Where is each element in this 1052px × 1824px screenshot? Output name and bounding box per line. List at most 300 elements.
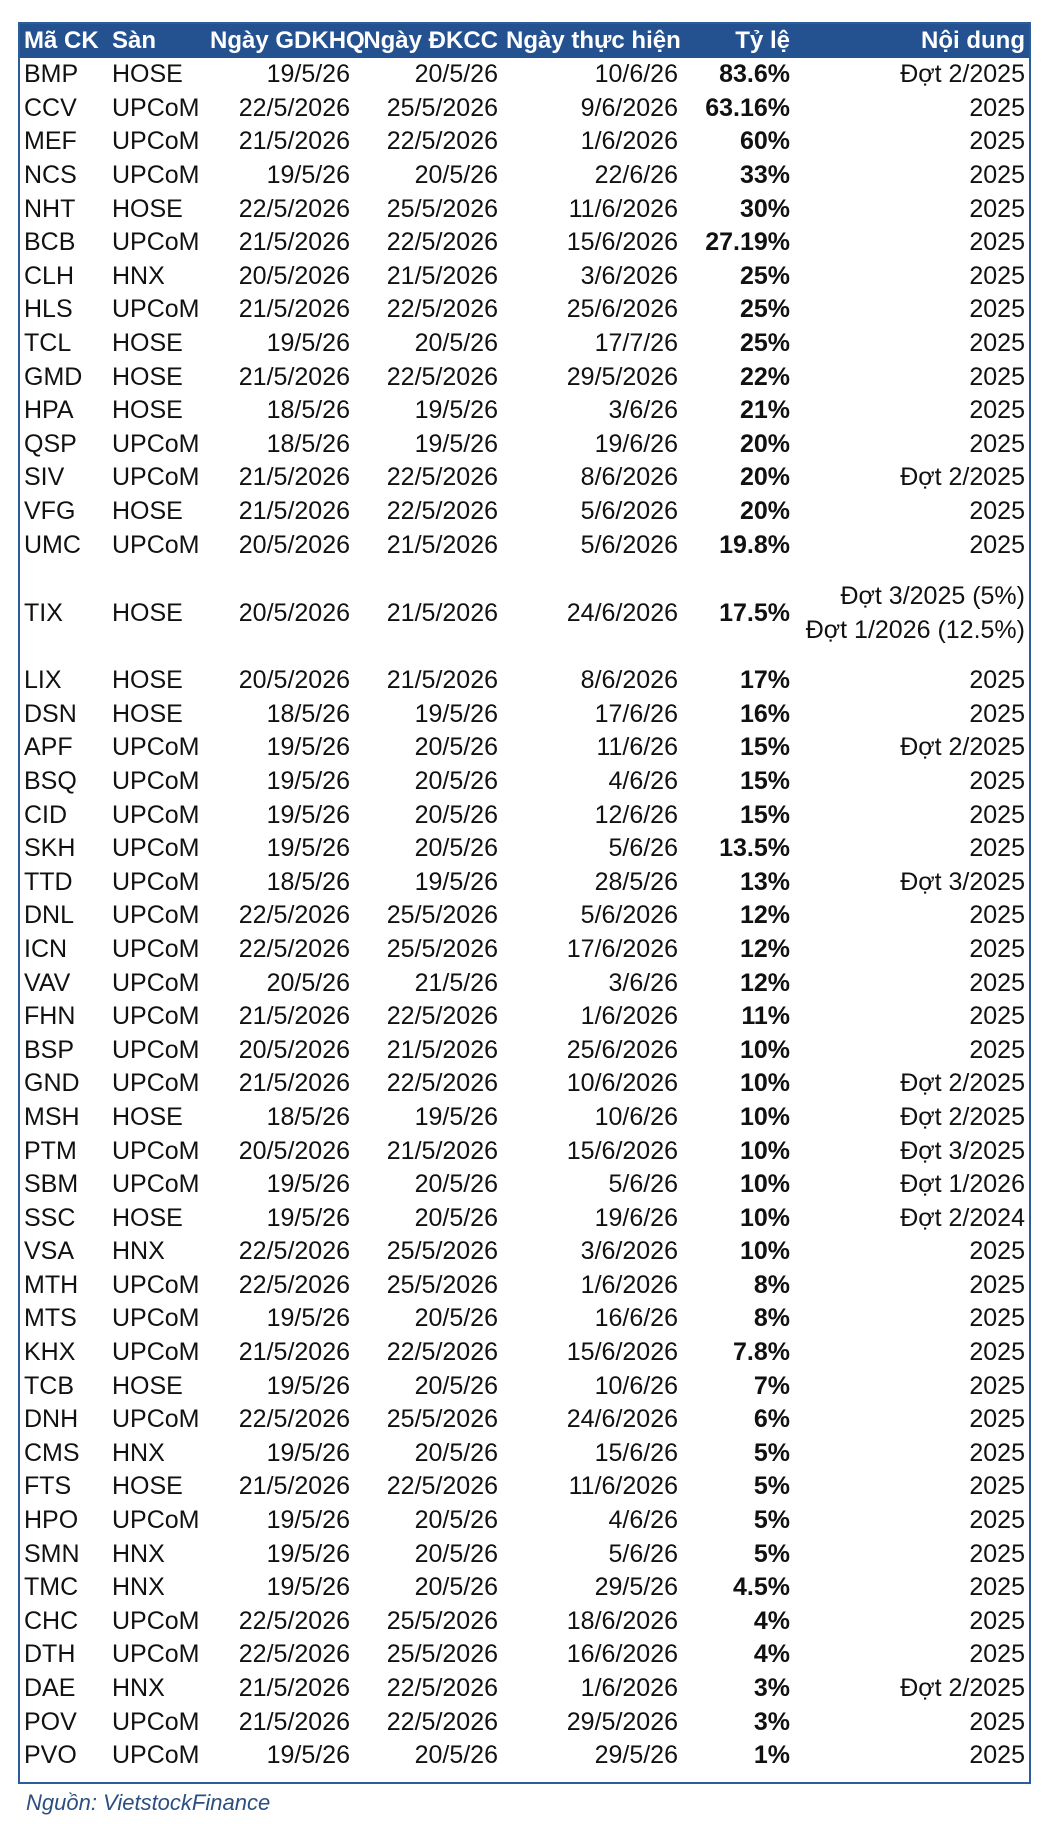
cell-ticker: DNH bbox=[24, 1405, 79, 1434]
cell-exdate: 20/5/2026 bbox=[238, 666, 350, 695]
cell-recorddate: 19/5/26 bbox=[414, 867, 498, 896]
cell-content: Đợt 2/2025 bbox=[900, 1102, 1025, 1131]
cell-exchange: HNX bbox=[112, 1237, 165, 1266]
table-row bbox=[20, 58, 1029, 92]
cell-exchange: UPCoM bbox=[112, 766, 200, 795]
cell-recorddate: 22/5/2026 bbox=[386, 1069, 498, 1098]
table-row bbox=[20, 1638, 1029, 1672]
cell-exdate: 18/5/26 bbox=[266, 1102, 350, 1131]
cell-recorddate: 25/5/2026 bbox=[386, 194, 498, 223]
cell-exdate: 22/5/2026 bbox=[238, 1606, 350, 1635]
cell-content: Đợt 2/2024 bbox=[900, 1203, 1025, 1232]
cell-ticker: TCB bbox=[24, 1371, 74, 1400]
cell-content: 2025 bbox=[969, 530, 1025, 559]
cell-recorddate: 20/5/26 bbox=[414, 1506, 498, 1535]
cell-paydate: 5/6/2026 bbox=[580, 497, 678, 526]
cell-ratio: 25% bbox=[739, 329, 790, 358]
cell-exdate: 22/5/2026 bbox=[238, 194, 350, 223]
cell-paydate: 19/6/26 bbox=[594, 1203, 678, 1232]
cell-ratio: 5% bbox=[753, 1472, 790, 1501]
cell-exchange: UPCoM bbox=[112, 1707, 200, 1736]
cell-exchange: UPCoM bbox=[112, 463, 200, 492]
cell-ticker: SIV bbox=[24, 463, 65, 492]
cell-ratio: 5% bbox=[753, 1539, 790, 1568]
cell-recorddate: 22/5/2026 bbox=[386, 497, 498, 526]
cell-paydate: 25/6/2026 bbox=[566, 295, 678, 324]
table-row bbox=[20, 765, 1029, 799]
table-row bbox=[20, 1369, 1029, 1403]
cell-ticker: FHN bbox=[24, 1002, 76, 1031]
cell-recorddate: 25/5/2026 bbox=[386, 934, 498, 963]
cell-exchange: HOSE bbox=[112, 666, 183, 695]
cell-paydate: 25/6/2026 bbox=[566, 1035, 678, 1064]
cell-exchange: UPCoM bbox=[112, 1170, 200, 1199]
cell-content: 2025 bbox=[969, 93, 1025, 122]
dividend-table bbox=[20, 24, 1029, 1773]
cell-exdate: 21/5/2026 bbox=[238, 1002, 350, 1031]
cell-ticker: BCB bbox=[24, 228, 76, 257]
header-exdate: Ngày GDKHQ bbox=[210, 27, 365, 54]
table-row bbox=[20, 698, 1029, 732]
cell-content: Đợt 2/2025 bbox=[900, 1674, 1025, 1703]
cell-content: 2025 bbox=[969, 1304, 1025, 1333]
cell-ratio: 25% bbox=[739, 295, 790, 324]
cell-content: 2025 bbox=[969, 1707, 1025, 1736]
cell-content: 2025 bbox=[969, 1438, 1025, 1467]
cell-recorddate: 25/5/2026 bbox=[386, 93, 498, 122]
dividend-table-container bbox=[18, 22, 1031, 1784]
cell-ratio: 10% bbox=[739, 1069, 790, 1098]
cell-ratio: 11% bbox=[741, 1002, 790, 1031]
cell-ratio: 60% bbox=[739, 127, 790, 156]
cell-exdate: 19/5/26 bbox=[266, 1203, 350, 1232]
cell-content: Đợt 3/2025 bbox=[900, 867, 1025, 896]
cell-recorddate: 20/5/26 bbox=[414, 1304, 498, 1333]
table-row bbox=[20, 832, 1029, 866]
cell-exdate: 21/5/2026 bbox=[238, 497, 350, 526]
cell-ticker: TCL bbox=[24, 329, 72, 358]
cell-exdate: 19/5/26 bbox=[266, 1573, 350, 1602]
cell-paydate: 10/6/26 bbox=[594, 1371, 678, 1400]
cell-paydate: 10/6/26 bbox=[594, 60, 678, 89]
cell-exchange: UPCoM bbox=[112, 901, 200, 930]
table-row bbox=[20, 865, 1029, 899]
cell-content: Đợt 1/2026 bbox=[900, 1170, 1025, 1199]
cell-paydate: 10/6/26 bbox=[594, 1102, 678, 1131]
cell-exchange: HOSE bbox=[112, 329, 183, 358]
cell-ticker: APF bbox=[24, 733, 73, 762]
cell-content: 2025 bbox=[969, 934, 1025, 963]
cell-paydate: 5/6/26 bbox=[608, 834, 678, 863]
cell-paydate: 29/5/26 bbox=[594, 1741, 678, 1770]
cell-exdate: 19/5/26 bbox=[266, 800, 350, 829]
cell-ticker: SMN bbox=[24, 1539, 80, 1568]
cell-exchange: UPCoM bbox=[112, 1741, 200, 1770]
cell-recorddate: 20/5/26 bbox=[414, 1573, 498, 1602]
cell-exchange: UPCoM bbox=[112, 1136, 200, 1165]
table-body bbox=[20, 58, 1029, 1773]
cell-ratio: 16% bbox=[739, 699, 790, 728]
cell-ticker: PTM bbox=[24, 1136, 77, 1165]
cell-paydate: 29/5/2026 bbox=[566, 362, 678, 391]
cell-ticker: SSC bbox=[24, 1203, 76, 1232]
cell-ticker: CHC bbox=[24, 1606, 79, 1635]
cell-recorddate: 22/5/2026 bbox=[386, 228, 498, 257]
cell-ticker: CCV bbox=[24, 93, 77, 122]
cell-content: 2025 bbox=[969, 1506, 1025, 1535]
cell-exchange: UPCoM bbox=[112, 834, 200, 863]
cell-exdate: 19/5/26 bbox=[266, 329, 350, 358]
cell-paydate: 17/6/26 bbox=[594, 699, 678, 728]
cell-exdate: 19/5/26 bbox=[266, 1371, 350, 1400]
cell-ratio: 3% bbox=[753, 1674, 790, 1703]
cell-ticker: MTS bbox=[24, 1304, 77, 1333]
cell-recorddate: 21/5/2026 bbox=[386, 1035, 498, 1064]
cell-exchange: HNX bbox=[112, 1573, 165, 1602]
cell-exdate: 22/5/2026 bbox=[238, 93, 350, 122]
cell-exchange: HNX bbox=[112, 261, 165, 290]
cell-exdate: 21/5/2026 bbox=[238, 1674, 350, 1703]
cell-exdate: 21/5/2026 bbox=[238, 362, 350, 391]
table-row bbox=[20, 428, 1029, 462]
cell-recorddate: 20/5/26 bbox=[414, 800, 498, 829]
header-ticker: Mã CK bbox=[24, 27, 99, 54]
cell-ratio: 15% bbox=[739, 800, 790, 829]
cell-paydate: 5/6/2026 bbox=[580, 901, 678, 930]
header-ratio: Tỷ lệ bbox=[735, 27, 790, 54]
cell-exdate: 21/5/2026 bbox=[238, 1338, 350, 1367]
cell-recorddate: 22/5/2026 bbox=[386, 295, 498, 324]
cell-exchange: HOSE bbox=[112, 1371, 183, 1400]
cell-recorddate: 21/5/26 bbox=[414, 968, 498, 997]
cell-paydate: 4/6/26 bbox=[608, 1506, 678, 1535]
cell-content: 2025 bbox=[969, 261, 1025, 290]
cell-exdate: 19/5/26 bbox=[266, 1506, 350, 1535]
cell-paydate: 8/6/2026 bbox=[580, 666, 678, 695]
table-row bbox=[20, 1134, 1029, 1168]
cell-exchange: HOSE bbox=[112, 497, 183, 526]
table-row bbox=[20, 1000, 1029, 1034]
cell-exdate: 18/5/26 bbox=[266, 699, 350, 728]
cell-exdate: 21/5/2026 bbox=[238, 228, 350, 257]
table-row bbox=[20, 1101, 1029, 1135]
cell-content: 2025 bbox=[969, 1237, 1025, 1266]
cell-paydate: 3/6/2026 bbox=[580, 261, 678, 290]
table-row bbox=[20, 1504, 1029, 1538]
cell-ticker: DSN bbox=[24, 699, 77, 728]
table-row bbox=[20, 192, 1029, 226]
cell-ratio: 20% bbox=[739, 497, 790, 526]
cell-exdate: 19/5/26 bbox=[266, 161, 350, 190]
cell-ticker: FTS bbox=[24, 1472, 72, 1501]
cell-ratio: 7.8% bbox=[733, 1338, 790, 1367]
cell-recorddate: 22/5/2026 bbox=[386, 127, 498, 156]
cell-exchange: HOSE bbox=[112, 396, 183, 425]
cell-ratio: 10% bbox=[739, 1035, 790, 1064]
cell-ticker: HPA bbox=[24, 396, 74, 425]
cell-recorddate: 22/5/2026 bbox=[386, 1002, 498, 1031]
cell-recorddate: 22/5/2026 bbox=[386, 362, 498, 391]
cell-ticker: GMD bbox=[24, 362, 83, 391]
table-row bbox=[20, 966, 1029, 1000]
table-row bbox=[20, 933, 1029, 967]
cell-recorddate: 25/5/2026 bbox=[386, 901, 498, 930]
cell-ratio: 12% bbox=[739, 968, 790, 997]
cell-ticker: ICN bbox=[24, 934, 68, 963]
cell-exdate: 22/5/2026 bbox=[238, 1237, 350, 1266]
cell-paydate: 24/6/2026 bbox=[566, 598, 678, 627]
cell-exchange: HOSE bbox=[112, 699, 183, 728]
header-recorddate: Ngày ĐKCC bbox=[363, 27, 498, 54]
cell-content: 2025 bbox=[969, 1573, 1025, 1602]
cell-ratio: 13.5% bbox=[719, 834, 790, 863]
table-header-row bbox=[20, 24, 1029, 58]
cell-exchange: HNX bbox=[112, 1539, 165, 1568]
table-row bbox=[20, 360, 1029, 394]
cell-content: 2025 bbox=[969, 1270, 1025, 1299]
cell-exdate: 19/5/26 bbox=[266, 766, 350, 795]
cell-exchange: UPCoM bbox=[112, 1338, 200, 1367]
cell-ticker: CLH bbox=[24, 261, 75, 290]
cell-paydate: 29/5/2026 bbox=[566, 1707, 678, 1736]
cell-ratio: 12% bbox=[739, 901, 790, 930]
cell-content: 2025 bbox=[969, 1539, 1025, 1568]
cell-exdate: 19/5/26 bbox=[266, 733, 350, 762]
cell-content: 2025 bbox=[969, 699, 1025, 728]
cell-ratio: 10% bbox=[739, 1170, 790, 1199]
cell-exchange: HOSE bbox=[112, 1102, 183, 1131]
cell-exdate: 20/5/2026 bbox=[238, 530, 350, 559]
cell-paydate: 24/6/2026 bbox=[566, 1405, 678, 1434]
cell-content: 2025 bbox=[969, 497, 1025, 526]
cell-paydate: 5/6/2026 bbox=[580, 530, 678, 559]
cell-paydate: 29/5/26 bbox=[594, 1573, 678, 1602]
cell-content: 2025 bbox=[969, 901, 1025, 930]
cell-exchange: UPCoM bbox=[112, 1035, 200, 1064]
cell-exchange: UPCoM bbox=[112, 530, 200, 559]
cell-ticker: TMC bbox=[24, 1573, 79, 1602]
cell-paydate: 10/6/2026 bbox=[566, 1069, 678, 1098]
cell-ticker: PVO bbox=[24, 1741, 77, 1770]
cell-recorddate: 20/5/26 bbox=[414, 834, 498, 863]
cell-exchange: HOSE bbox=[112, 60, 183, 89]
cell-recorddate: 21/5/2026 bbox=[386, 1136, 498, 1165]
cell-exdate: 19/5/26 bbox=[266, 1438, 350, 1467]
cell-content: 2025 bbox=[969, 161, 1025, 190]
cell-exdate: 21/5/2026 bbox=[238, 463, 350, 492]
table-row bbox=[20, 260, 1029, 294]
table-row bbox=[20, 394, 1029, 428]
table-row bbox=[20, 495, 1029, 529]
cell-exchange: HOSE bbox=[112, 1472, 183, 1501]
cell-ticker: CID bbox=[24, 800, 68, 829]
cell-paydate: 15/6/2026 bbox=[566, 1136, 678, 1165]
cell-ratio: 13% bbox=[739, 867, 790, 896]
cell-ticker: SBM bbox=[24, 1170, 79, 1199]
table-row bbox=[20, 1571, 1029, 1605]
cell-recorddate: 21/5/2026 bbox=[386, 261, 498, 290]
cell-content: 2025 bbox=[969, 1741, 1025, 1770]
cell-recorddate: 20/5/26 bbox=[414, 1203, 498, 1232]
cell-ratio: 6% bbox=[753, 1405, 790, 1434]
cell-ratio: 5% bbox=[753, 1506, 790, 1535]
cell-exdate: 22/5/2026 bbox=[238, 934, 350, 963]
cell-ratio: 19.8% bbox=[719, 530, 790, 559]
table-row bbox=[20, 92, 1029, 126]
cell-exdate: 21/5/2026 bbox=[238, 295, 350, 324]
header-exchange: Sàn bbox=[112, 27, 157, 54]
cell-exdate: 21/5/2026 bbox=[238, 1472, 350, 1501]
cell-ticker: DAE bbox=[24, 1674, 76, 1703]
cell-exdate: 20/5/2026 bbox=[238, 261, 350, 290]
cell-exdate: 21/5/2026 bbox=[238, 1707, 350, 1736]
cell-content: 2025 bbox=[969, 1002, 1025, 1031]
table-row bbox=[20, 1201, 1029, 1235]
cell-exdate: 18/5/26 bbox=[266, 429, 350, 458]
cell-paydate: 3/6/2026 bbox=[580, 1237, 678, 1266]
cell-paydate: 16/6/2026 bbox=[566, 1640, 678, 1669]
cell-ticker: TTD bbox=[24, 867, 73, 896]
cell-paydate: 1/6/2026 bbox=[580, 1002, 678, 1031]
cell-recorddate: 20/5/26 bbox=[414, 766, 498, 795]
cell-paydate: 11/6/2026 bbox=[568, 194, 678, 223]
cell-content: 2025 bbox=[969, 968, 1025, 997]
cell-recorddate: 20/5/26 bbox=[414, 329, 498, 358]
cell-ticker: BSP bbox=[24, 1035, 75, 1064]
cell-ratio: 30% bbox=[739, 194, 790, 223]
cell-exdate: 20/5/26 bbox=[266, 968, 350, 997]
table-row bbox=[20, 562, 1029, 664]
cell-exchange: HNX bbox=[112, 1674, 165, 1703]
cell-paydate: 15/6/2026 bbox=[566, 1338, 678, 1367]
cell-ratio: 4.5% bbox=[733, 1573, 790, 1602]
cell-ratio: 20% bbox=[739, 429, 790, 458]
cell-ratio: 15% bbox=[739, 766, 790, 795]
cell-paydate: 16/6/26 bbox=[594, 1304, 678, 1333]
cell-exchange: UPCoM bbox=[112, 127, 200, 156]
cell-ticker: KHX bbox=[24, 1338, 76, 1367]
cell-content: Đợt 2/2025 bbox=[900, 1069, 1025, 1098]
cell-ticker: VSA bbox=[24, 1237, 75, 1266]
cell-content: 2025 bbox=[969, 1338, 1025, 1367]
cell-ticker: GND bbox=[24, 1069, 80, 1098]
cell-ratio: 4% bbox=[753, 1640, 790, 1669]
table-row bbox=[20, 1672, 1029, 1706]
cell-paydate: 17/7/26 bbox=[594, 329, 678, 358]
cell-exdate: 19/5/26 bbox=[266, 60, 350, 89]
cell-content: 2025 bbox=[969, 228, 1025, 257]
cell-content: Đợt 2/2025 bbox=[900, 463, 1025, 492]
cell-recorddate: 19/5/26 bbox=[414, 396, 498, 425]
table-row bbox=[20, 1033, 1029, 1067]
cell-exdate: 19/5/26 bbox=[266, 1304, 350, 1333]
cell-paydate: 8/6/2026 bbox=[580, 463, 678, 492]
table-row bbox=[20, 1705, 1029, 1739]
cell-ticker: MEF bbox=[24, 127, 77, 156]
cell-ratio: 3% bbox=[753, 1707, 790, 1736]
cell-ticker: BMP bbox=[24, 60, 79, 89]
cell-content: Đợt 3/2025 bbox=[900, 1136, 1025, 1165]
cell-exdate: 20/5/2026 bbox=[238, 1136, 350, 1165]
cell-paydate: 4/6/26 bbox=[608, 766, 678, 795]
cell-ratio: 10% bbox=[739, 1102, 790, 1131]
cell-ticker: HPO bbox=[24, 1506, 79, 1535]
cell-recorddate: 20/5/26 bbox=[414, 1438, 498, 1467]
cell-recorddate: 20/5/26 bbox=[414, 161, 498, 190]
cell-ticker: NHT bbox=[24, 194, 76, 223]
cell-ratio: 21% bbox=[739, 396, 790, 425]
cell-exdate: 19/5/26 bbox=[266, 1170, 350, 1199]
cell-recorddate: 20/5/26 bbox=[414, 1741, 498, 1770]
cell-recorddate: 22/5/2026 bbox=[386, 1472, 498, 1501]
cell-recorddate: 25/5/2026 bbox=[386, 1640, 498, 1669]
cell-content: 2025 bbox=[969, 194, 1025, 223]
table-row bbox=[20, 159, 1029, 193]
cell-content: 2025 bbox=[969, 1035, 1025, 1064]
cell-content: 2025 bbox=[969, 666, 1025, 695]
cell-content: 2025 bbox=[969, 800, 1025, 829]
cell-ticker: CMS bbox=[24, 1438, 80, 1467]
cell-recorddate: 22/5/2026 bbox=[386, 1707, 498, 1736]
cell-ticker: MTH bbox=[24, 1270, 79, 1299]
cell-ratio: 15% bbox=[739, 733, 790, 762]
cell-content: Đợt 3/2025 (5%) Đợt 1/2026 (12.5%) bbox=[805, 581, 1025, 644]
cell-paydate: 3/6/26 bbox=[608, 396, 678, 425]
cell-exchange: UPCoM bbox=[112, 295, 200, 324]
cell-recorddate: 19/5/26 bbox=[414, 699, 498, 728]
cell-exdate: 21/5/2026 bbox=[238, 127, 350, 156]
cell-recorddate: 22/5/2026 bbox=[386, 1338, 498, 1367]
cell-content: 2025 bbox=[969, 834, 1025, 863]
cell-ratio: 10% bbox=[739, 1237, 790, 1266]
table-row bbox=[20, 1067, 1029, 1101]
cell-ratio: 12% bbox=[739, 934, 790, 963]
header-paydate: Ngày thực hiện bbox=[506, 27, 681, 54]
table-row bbox=[20, 125, 1029, 159]
table-row bbox=[20, 1470, 1029, 1504]
cell-exchange: UPCoM bbox=[112, 1002, 200, 1031]
cell-exchange: HOSE bbox=[112, 1203, 183, 1232]
cell-ticker: LIX bbox=[24, 666, 62, 695]
cell-exchange: UPCoM bbox=[112, 1405, 200, 1434]
cell-ratio: 63.16% bbox=[705, 93, 790, 122]
cell-recorddate: 25/5/2026 bbox=[386, 1237, 498, 1266]
cell-content: 2025 bbox=[969, 766, 1025, 795]
table-row bbox=[20, 664, 1029, 698]
cell-ratio: 5% bbox=[753, 1438, 790, 1467]
cell-recorddate: 22/5/2026 bbox=[386, 463, 498, 492]
cell-exchange: UPCoM bbox=[112, 228, 200, 257]
cell-exchange: UPCoM bbox=[112, 867, 200, 896]
cell-ticker: HLS bbox=[24, 295, 73, 324]
cell-exchange: UPCoM bbox=[112, 1506, 200, 1535]
cell-recorddate: 25/5/2026 bbox=[386, 1606, 498, 1635]
cell-recorddate: 20/5/26 bbox=[414, 1371, 498, 1400]
cell-ticker: SKH bbox=[24, 834, 76, 863]
cell-ticker: QSP bbox=[24, 429, 77, 458]
cell-exchange: UPCoM bbox=[112, 1270, 200, 1299]
cell-exchange: UPCoM bbox=[112, 93, 200, 122]
cell-paydate: 11/6/26 bbox=[596, 733, 678, 762]
cell-exdate: 19/5/26 bbox=[266, 1539, 350, 1568]
cell-exchange: UPCoM bbox=[112, 1640, 200, 1669]
cell-exdate: 18/5/26 bbox=[266, 396, 350, 425]
table-row bbox=[20, 1235, 1029, 1269]
cell-paydate: 19/6/26 bbox=[594, 429, 678, 458]
cell-recorddate: 21/5/2026 bbox=[386, 666, 498, 695]
table-row bbox=[20, 1437, 1029, 1471]
cell-ticker: BSQ bbox=[24, 766, 77, 795]
